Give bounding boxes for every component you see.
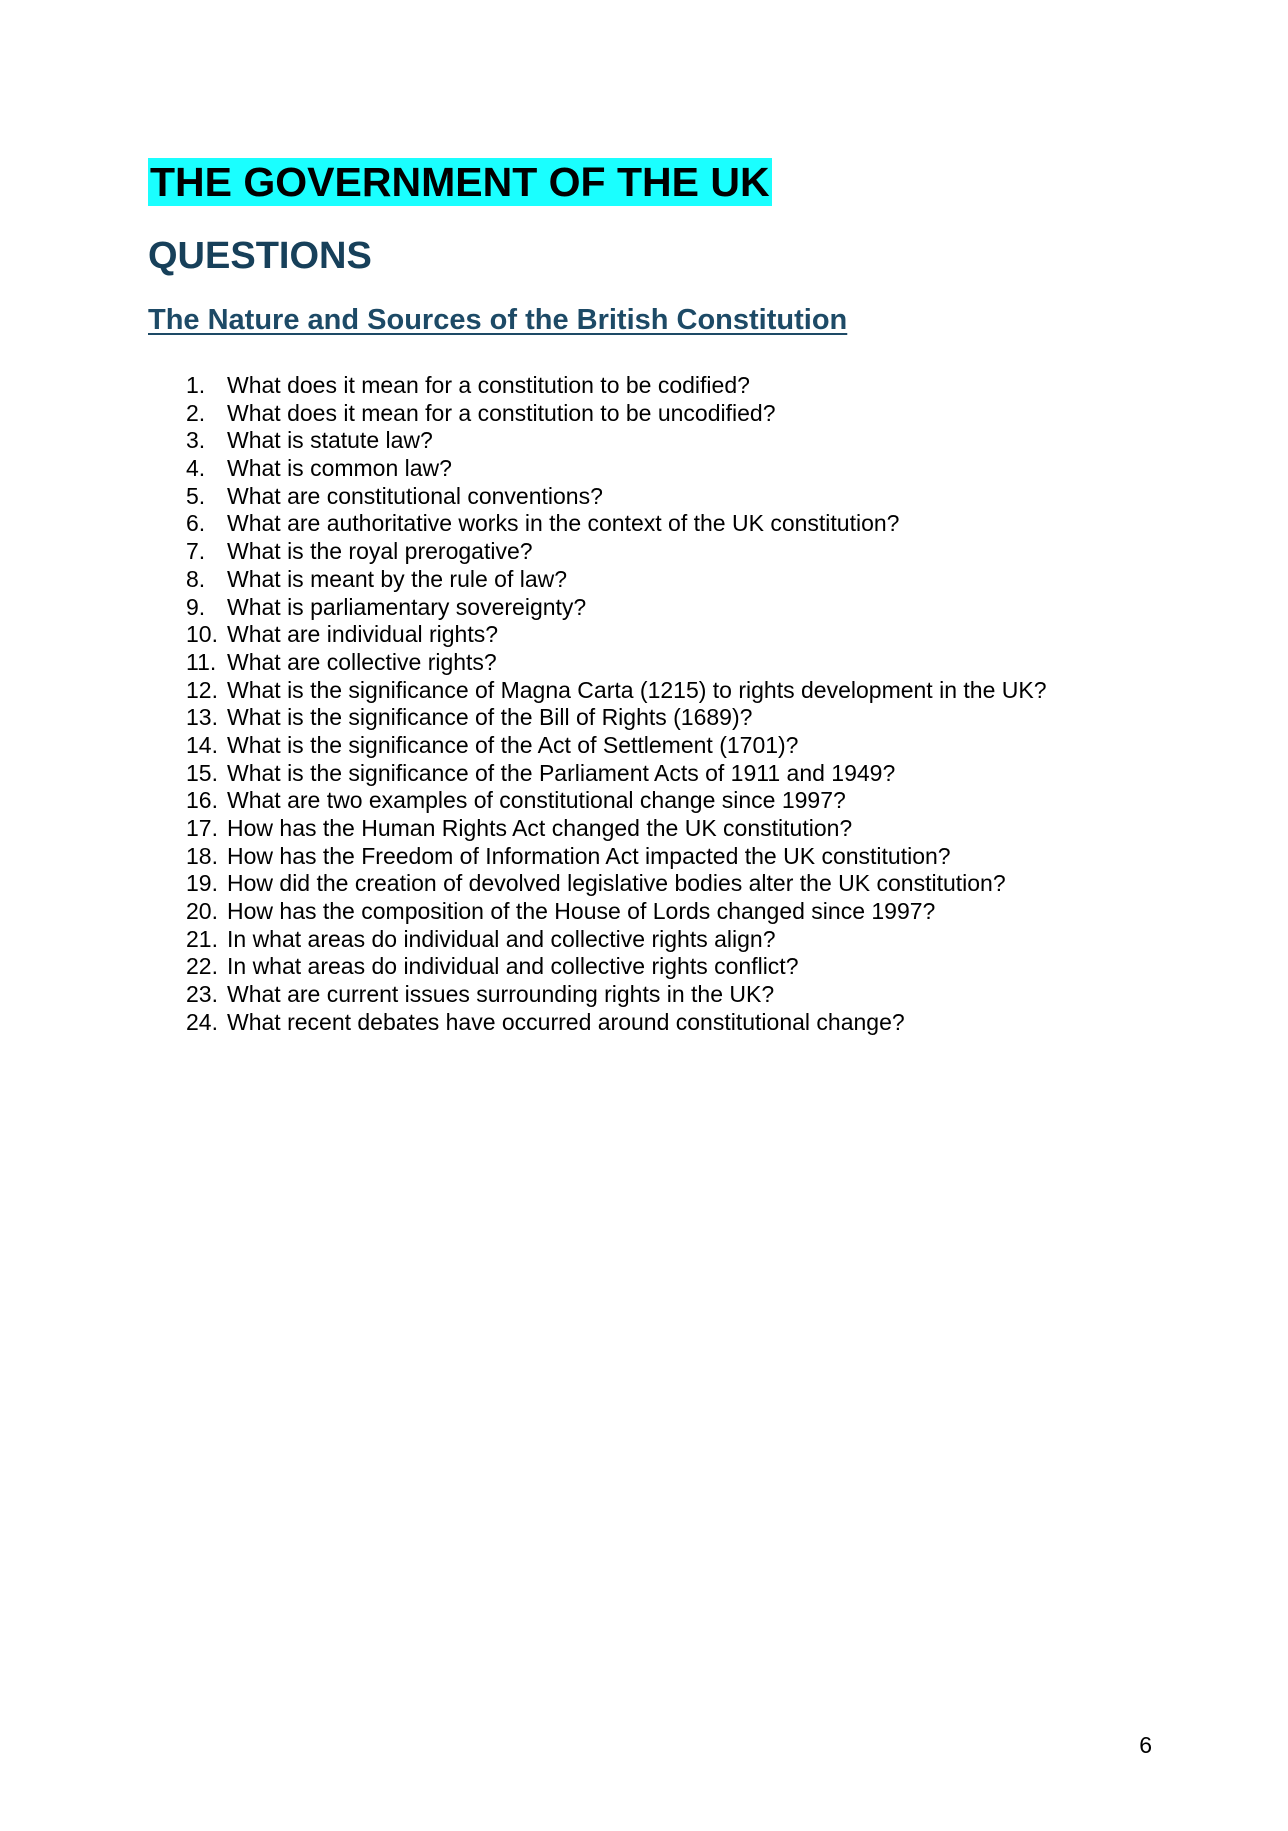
question-number: 10. bbox=[186, 621, 218, 648]
question-number: 22. bbox=[186, 953, 218, 980]
question-item bbox=[186, 621, 1047, 649]
question-text: In what areas do individual and collective rights align? bbox=[227, 925, 776, 952]
question-number: 11. bbox=[186, 648, 217, 675]
question-text: What is the significance of the Parliament Acts of 1911 and 1949? bbox=[227, 759, 896, 786]
question-text: What are collective rights? bbox=[227, 648, 497, 675]
question-number: 23. bbox=[186, 981, 218, 1008]
question-item bbox=[186, 981, 1047, 1009]
question-text: What is parliamentary sovereignty? bbox=[227, 593, 587, 620]
question-item bbox=[186, 427, 1047, 455]
question-number: 21. bbox=[186, 925, 218, 952]
question-number: 6. bbox=[186, 510, 206, 537]
subsection-heading: The Nature and Sources of the British Constitution bbox=[148, 304, 848, 336]
question-text: What is the royal prerogative? bbox=[227, 538, 533, 565]
question-item bbox=[186, 843, 1047, 871]
question-number: 12. bbox=[186, 676, 218, 703]
question-text: How has the composition of the House of Lords changed since 1997? bbox=[227, 898, 936, 925]
question-number: 19. bbox=[186, 870, 218, 897]
question-number: 2. bbox=[186, 399, 206, 426]
question-text: What is common law? bbox=[227, 455, 452, 482]
question-item bbox=[186, 566, 1047, 594]
section-heading: QUESTIONS bbox=[148, 235, 372, 277]
question-item bbox=[186, 1009, 1047, 1037]
question-item bbox=[186, 926, 1047, 954]
question-text: What is meant by the rule of law? bbox=[227, 565, 568, 592]
question-item bbox=[186, 594, 1047, 622]
question-item bbox=[186, 898, 1047, 926]
question-item bbox=[186, 649, 1047, 677]
question-item bbox=[186, 510, 1047, 538]
question-number: 13. bbox=[186, 704, 218, 731]
question-text: How has the Human Rights Act changed the UK constitution? bbox=[227, 815, 853, 841]
question-text: In what areas do individual and collective rights conflict? bbox=[227, 953, 799, 980]
question-text: What are authoritative works in the context of the UK constitution? bbox=[227, 510, 900, 537]
question-number: 3. bbox=[186, 427, 206, 454]
question-number: 20. bbox=[186, 898, 218, 925]
question-text: What is the significance of the Bill of Rights (1689)? bbox=[227, 704, 753, 731]
question-text: What does it mean for a constitution to be uncodified? bbox=[227, 399, 776, 426]
question-number: 5. bbox=[186, 482, 206, 509]
question-number: 9. bbox=[186, 593, 206, 620]
page-number: 6 bbox=[1139, 1732, 1152, 1758]
question-number: 1. bbox=[186, 372, 206, 398]
question-number: 24. bbox=[186, 1008, 218, 1035]
question-number: 7. bbox=[186, 538, 206, 565]
question-item bbox=[186, 400, 1047, 428]
question-text: What are two examples of constitutional change since 1997? bbox=[227, 787, 846, 814]
question-text: What is statute law? bbox=[227, 427, 433, 454]
question-item bbox=[186, 677, 1047, 705]
question-number: 14. bbox=[186, 731, 218, 758]
document-title: THE GOVERNMENT OF THE UK bbox=[150, 159, 770, 205]
question-item bbox=[186, 372, 1047, 400]
question-number: 15. bbox=[186, 759, 218, 786]
question-text: How did the creation of devolved legislative bodies alter the UK constitution? bbox=[227, 870, 1006, 897]
question-number: 16. bbox=[186, 787, 218, 814]
question-number: 17. bbox=[186, 815, 218, 841]
question-list bbox=[186, 372, 1047, 1037]
question-text: What does it mean for a constitution to be codified? bbox=[227, 372, 750, 398]
question-item bbox=[186, 704, 1047, 732]
question-text: What are individual rights? bbox=[227, 621, 499, 648]
question-number: 4. bbox=[186, 455, 206, 482]
question-item bbox=[186, 870, 1047, 898]
question-text: What are current issues surrounding rights in the UK? bbox=[227, 981, 775, 1008]
question-item bbox=[186, 787, 1047, 815]
question-text: How has the Freedom of Information Act impacted the UK constitution? bbox=[227, 842, 951, 869]
question-text: What is the significance of Magna Carta (1215) to rights development in the UK? bbox=[227, 676, 1047, 703]
question-item bbox=[186, 732, 1047, 760]
question-item bbox=[186, 483, 1047, 511]
question-text: What recent debates have occurred around constitutional change? bbox=[227, 1008, 905, 1035]
question-item bbox=[186, 455, 1047, 483]
question-item bbox=[186, 953, 1047, 981]
question-number: 8. bbox=[186, 565, 206, 592]
question-text: What is the significance of the Act of Settlement (1701)? bbox=[227, 731, 799, 758]
question-item bbox=[186, 815, 1047, 843]
question-text: What are constitutional conventions? bbox=[227, 482, 603, 509]
question-item bbox=[186, 760, 1047, 788]
question-number: 18. bbox=[186, 842, 218, 869]
question-item bbox=[186, 538, 1047, 566]
